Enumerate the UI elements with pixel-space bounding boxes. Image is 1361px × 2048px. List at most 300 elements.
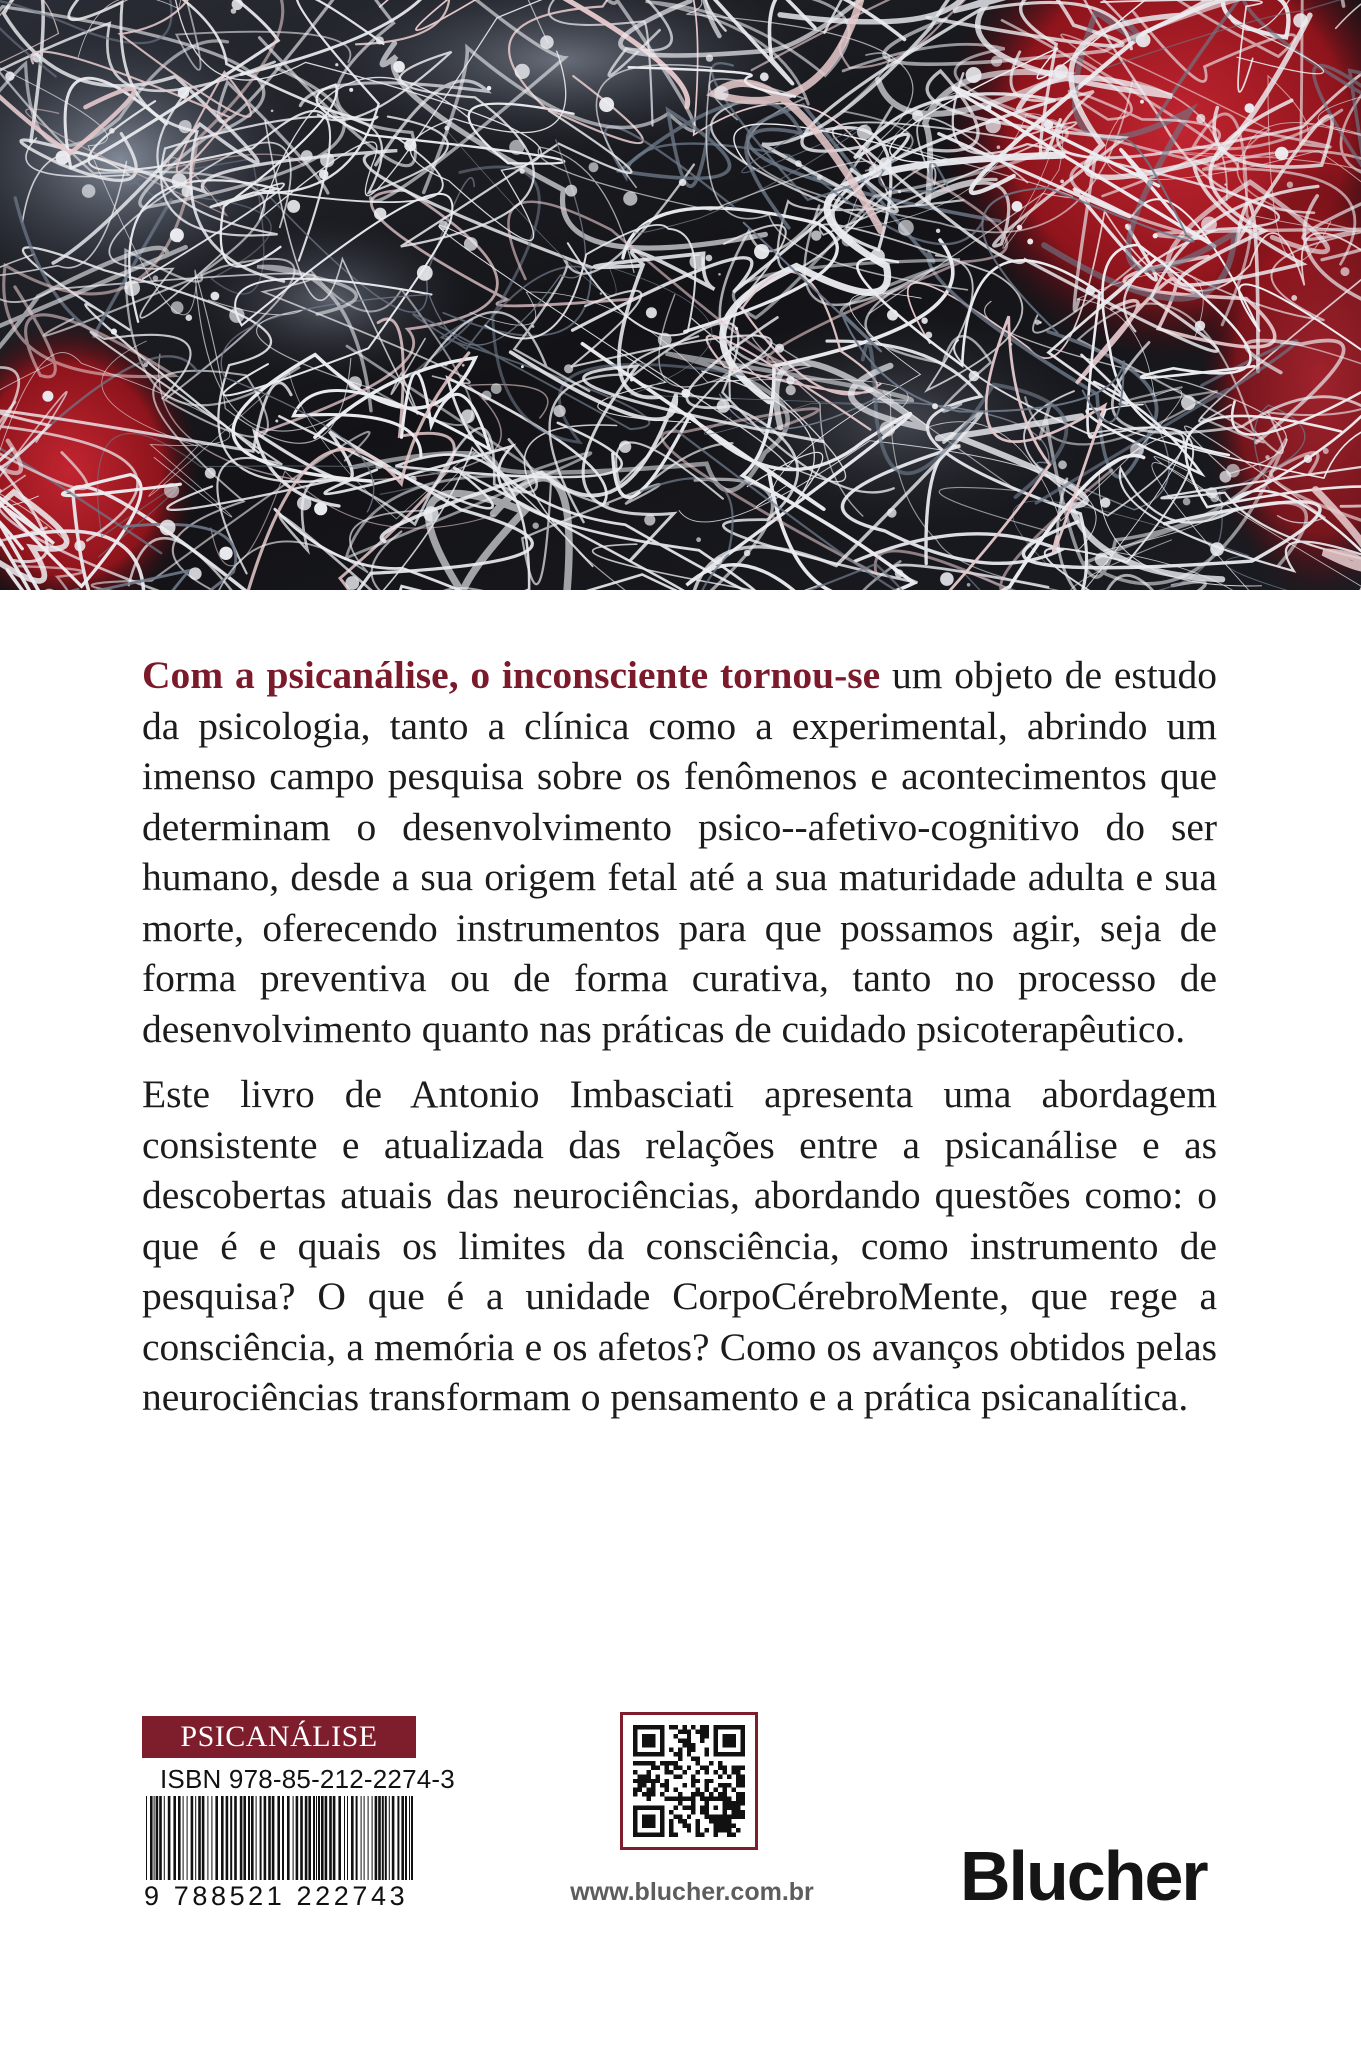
qr-module	[673, 1765, 677, 1769]
qr-module	[732, 1806, 736, 1810]
qr-module	[646, 1761, 650, 1765]
paint-splatter-drop	[564, 364, 573, 373]
paint-splatter-drop	[1039, 321, 1041, 323]
grey-paint-area	[190, 220, 470, 380]
qr-module	[678, 1747, 682, 1751]
paint-splatter-drop	[462, 364, 465, 367]
paint-splatter-drop	[375, 461, 383, 469]
paint-splatter-drop	[1291, 295, 1297, 301]
qr-module	[705, 1734, 709, 1738]
paint-splatter-drop	[599, 97, 614, 112]
paint-splatter-drop	[811, 230, 821, 240]
paint-splatter-drop	[186, 314, 193, 321]
paint-splatter-drop	[376, 37, 384, 45]
paint-splatter-drop	[786, 376, 795, 385]
qr-module	[691, 1801, 695, 1805]
qr-module	[673, 1815, 677, 1819]
paint-splatter-drop	[56, 151, 70, 165]
paint-splatter-drop	[1201, 217, 1217, 233]
qr-module	[696, 1824, 700, 1828]
qr-module	[705, 1770, 709, 1774]
paint-splatter-drop	[817, 174, 823, 180]
qr-module	[718, 1828, 722, 1832]
paint-splatter-drop	[1224, 183, 1226, 185]
qr-code-frame	[620, 1712, 758, 1850]
paint-splatter-drop	[42, 391, 53, 402]
qr-module	[642, 1783, 646, 1787]
qr-module	[700, 1792, 704, 1796]
qr-module	[682, 1743, 686, 1747]
qr-module	[642, 1761, 646, 1765]
qr-module	[696, 1729, 700, 1733]
paint-splatter-drop	[533, 523, 539, 529]
qr-module	[736, 1828, 740, 1832]
qr-module	[727, 1833, 731, 1837]
qr-module	[673, 1806, 677, 1810]
qr-module	[727, 1774, 731, 1778]
paint-splatter-drop	[464, 237, 478, 251]
qr-module	[646, 1779, 650, 1783]
paint-splatter-drop	[912, 110, 923, 121]
paint-splatter-drop	[1035, 320, 1040, 325]
qr-module	[669, 1770, 673, 1774]
paint-splatter-drop	[444, 363, 448, 367]
qr-module	[700, 1810, 704, 1814]
qr-module	[723, 1788, 727, 1792]
paint-splatter-drop	[706, 54, 713, 61]
paint-splatter-drop	[297, 496, 311, 510]
qr-module	[723, 1824, 727, 1828]
category-label: PSICANÁLISE	[142, 1716, 416, 1758]
qr-module	[709, 1819, 713, 1823]
paint-splatter-drop	[521, 365, 524, 368]
qr-module	[673, 1797, 677, 1801]
qr-module	[682, 1806, 686, 1810]
paint-splatter-drop	[554, 405, 566, 417]
paint-splatter-drop	[170, 228, 184, 242]
qr-module	[714, 1770, 718, 1774]
qr-module	[727, 1819, 731, 1823]
paint-splatter-drop	[1140, 100, 1144, 104]
qr-module	[673, 1752, 677, 1756]
qr-module	[660, 1761, 664, 1765]
qr-module	[687, 1765, 691, 1769]
qr-module	[727, 1828, 731, 1832]
paint-splatter-drop	[178, 87, 189, 98]
qr-module	[718, 1783, 722, 1787]
paint-splatter-drop	[744, 550, 751, 557]
qr-module	[736, 1774, 740, 1778]
paint-splatter-drop	[644, 514, 655, 525]
qr-module	[732, 1833, 736, 1837]
qr-module	[669, 1819, 673, 1823]
paint-splatter-drop	[211, 292, 220, 301]
paint-splatter-drop	[1136, 33, 1151, 48]
paint-splatter-drop	[423, 506, 438, 521]
qr-module	[633, 1770, 637, 1774]
qr-module	[687, 1828, 691, 1832]
qr-module	[696, 1819, 700, 1823]
qr-module	[705, 1765, 709, 1769]
qr-module	[714, 1833, 718, 1837]
book-description	[142, 650, 1217, 1423]
publisher-website: www.blucher.com.br	[570, 1878, 814, 1906]
paint-splatter-drop	[565, 185, 577, 197]
paint-splatter-drop	[646, 307, 657, 318]
qr-module	[736, 1765, 740, 1769]
qr-module	[646, 1797, 650, 1801]
paint-splatter-drop	[600, 292, 602, 294]
description-lead: Com a psicanálise, o inconsciente tornou-se	[142, 653, 881, 697]
qr-module	[714, 1806, 718, 1810]
paint-splatter-drop	[393, 61, 405, 73]
paint-splatter-drop	[314, 502, 327, 515]
qr-module	[696, 1779, 700, 1783]
paint-splatter-drop	[1010, 343, 1013, 346]
paint-splatter-drop	[349, 88, 353, 92]
paint-splatter-drop	[936, 229, 940, 233]
qr-module	[696, 1761, 700, 1765]
paint-splatter-drop	[1183, 498, 1191, 506]
paint-splatter-drop	[5, 71, 14, 80]
qr-module	[732, 1815, 736, 1819]
paint-splatter-drop	[921, 318, 927, 324]
qr-module	[682, 1738, 686, 1742]
qr-module	[696, 1833, 700, 1837]
qr-module	[651, 1765, 655, 1769]
qr-module	[678, 1729, 682, 1733]
qr-module	[741, 1792, 745, 1796]
qr-code-icon	[633, 1725, 745, 1837]
qr-module	[696, 1828, 700, 1832]
paint-splatter-drop	[619, 441, 631, 453]
qr-module	[718, 1765, 722, 1769]
paint-splatter-drop	[1293, 13, 1308, 28]
paint-splatter-drop	[715, 557, 722, 564]
paint-splatter-drop	[760, 72, 769, 81]
qr-module	[691, 1756, 695, 1760]
description-paragraph-1-text: um objeto de estudo da psicologia, tanto a clínica como a experimental, abrindo um imenso campo pesquisa sobre os fenômenos e acontecimentos que determinam o desenvolvimento psico--afetivo-cognitivo do ser humano, desde a sua origem fetal até a sua maturidade adulta e sua morte, oferecendo instrumentos para que possamos agir, seja de forma preventiva ou de forma curativa, tanto no processo de desenvolvimento quanto nas práticas de cuidado psicoterapêutico.	[142, 653, 1217, 1051]
paint-splatter-drop	[1304, 455, 1312, 463]
paint-splatter-drop	[32, 54, 41, 63]
qr-module	[633, 1761, 637, 1765]
paint-splatter-drop	[323, 475, 326, 478]
qr-module	[705, 1725, 709, 1729]
qr-module	[705, 1747, 709, 1751]
qr-module	[687, 1797, 691, 1801]
paint-splatter-drop	[887, 508, 897, 518]
description-paragraph-2: Este livro de Antonio Imbasciati apresenta uma abordagem consistente e atualizada das relações entre a psicanálise e as descobertas atuais das neurociências, abordando questões como: o que é e quais os limites da consciência, como instrumento de pesquisa? O que é a unidade CorpoCérebroMente, que rege a consciência, a memória e os afetos? Como os avanços obtidos pelas neurociências transformam o pensamento e a prática psicanalítica.	[142, 1072, 1217, 1419]
paint-splatter-drop	[696, 537, 701, 542]
paint-splatter-drop	[1153, 233, 1158, 238]
qr-module	[678, 1756, 682, 1760]
qr-module	[646, 1774, 650, 1778]
qr-module	[655, 1765, 659, 1769]
qr-module	[642, 1815, 655, 1828]
qr-module	[642, 1774, 646, 1778]
qr-module	[682, 1770, 686, 1774]
paint-splatter-drop	[160, 520, 176, 536]
paint-splatter-drop	[1017, 225, 1023, 231]
qr-module	[682, 1729, 686, 1733]
qr-module	[673, 1788, 677, 1792]
qr-module	[736, 1779, 740, 1783]
paint-splatter-drop	[1058, 460, 1067, 469]
qr-module	[646, 1792, 650, 1796]
qr-module	[687, 1747, 691, 1751]
paint-splatter-drop	[775, 344, 784, 353]
paint-splatter-drop	[589, 162, 599, 172]
qr-module	[646, 1788, 650, 1792]
paint-splatter-drop	[870, 249, 885, 264]
qr-module	[678, 1801, 682, 1805]
qr-module	[646, 1770, 650, 1774]
paint-splatter-drop	[1054, 64, 1068, 78]
qr-module	[727, 1783, 731, 1787]
paint-splatter-drop	[1195, 321, 1205, 331]
paint-splatter-drop	[275, 420, 278, 423]
paint-splatter-drop	[997, 145, 1001, 149]
qr-module	[723, 1770, 727, 1774]
paint-splatter-drop	[1100, 498, 1110, 508]
paint-splatter-drop	[1323, 448, 1329, 454]
qr-module	[664, 1761, 668, 1765]
paint-splatter-drop	[153, 275, 159, 281]
paint-splatter-drop	[658, 333, 672, 347]
qr-module	[687, 1824, 691, 1828]
qr-module	[718, 1761, 722, 1765]
paint-splatter-drop	[1060, 180, 1064, 184]
qr-module	[691, 1779, 695, 1783]
qr-module	[691, 1792, 695, 1796]
qr-module	[673, 1761, 677, 1765]
qr-module	[732, 1824, 736, 1828]
qr-module	[714, 1819, 718, 1823]
paint-splatter-drop	[532, 325, 535, 328]
qr-module	[687, 1743, 691, 1747]
qr-module	[727, 1806, 731, 1810]
qr-module	[723, 1819, 727, 1823]
paint-splatter-drop	[229, 308, 244, 323]
paint-splatter-drop	[348, 376, 362, 390]
paint-splatter-drop	[520, 169, 525, 174]
paint-splatter-drop	[1012, 201, 1023, 212]
qr-module	[741, 1779, 745, 1783]
qr-module	[637, 1779, 641, 1783]
paint-splatter-drop	[164, 483, 179, 498]
qr-module	[718, 1819, 722, 1823]
qr-module	[660, 1783, 664, 1787]
qr-module	[673, 1734, 677, 1738]
description-paragraph-1	[142, 650, 1217, 1054]
qr-module	[678, 1765, 682, 1769]
paint-splatter-drop	[461, 409, 475, 423]
paint-splatter-drop	[690, 254, 705, 269]
qr-module	[691, 1725, 695, 1729]
qr-module	[682, 1824, 686, 1828]
paint-splatter-drop	[491, 383, 502, 394]
qr-module	[687, 1729, 691, 1733]
paint-splatter-drop	[410, 476, 417, 483]
paint-splatter-drop	[74, 540, 85, 551]
qr-module	[709, 1779, 713, 1783]
paint-splatter-drop	[179, 120, 192, 133]
qr-module	[700, 1765, 704, 1769]
paint-splatter-drop	[205, 468, 216, 479]
paint-splatter-drop	[1181, 396, 1196, 411]
paint-splatter-drop	[82, 184, 96, 198]
qr-module	[678, 1819, 682, 1823]
qr-module	[664, 1770, 668, 1774]
qr-module	[687, 1815, 691, 1819]
qr-module	[709, 1761, 713, 1765]
paint-splatter-drop	[509, 140, 524, 155]
publisher-logo: Blucher	[960, 1837, 1207, 1915]
qr-module	[700, 1738, 704, 1742]
qr-module	[664, 1788, 668, 1792]
paint-splatter-drop	[482, 391, 492, 401]
qr-module	[687, 1734, 691, 1738]
qr-module	[678, 1752, 682, 1756]
paint-splatter-drop	[515, 64, 530, 79]
qr-module	[723, 1828, 727, 1832]
qr-module	[687, 1806, 691, 1810]
qr-module	[700, 1729, 704, 1733]
paint-splatter-drop	[795, 160, 802, 167]
paint-splatter-drop	[182, 186, 193, 197]
qr-module	[736, 1770, 740, 1774]
qr-module	[655, 1779, 659, 1783]
qr-module	[727, 1815, 731, 1819]
qr-module	[664, 1783, 668, 1787]
paint-splatter-drop	[1125, 224, 1132, 231]
qr-module	[682, 1797, 686, 1801]
qr-module	[741, 1797, 745, 1801]
paint-splatter-drop	[439, 221, 449, 231]
qr-module	[727, 1824, 731, 1828]
barcode-digits: 9 788521 222743	[142, 1880, 422, 1912]
qr-module	[669, 1725, 673, 1729]
paint-splatter-drop	[171, 301, 184, 314]
qr-module	[678, 1797, 682, 1801]
qr-module	[682, 1819, 686, 1823]
qr-module	[651, 1788, 655, 1792]
qr-module	[651, 1761, 655, 1765]
isbn-label: ISBN 978-85-212-2274-3	[160, 1764, 455, 1794]
qr-module	[669, 1833, 673, 1837]
paint-splatter-drop	[1210, 542, 1224, 556]
qr-module	[741, 1774, 745, 1778]
qr-module	[736, 1806, 740, 1810]
qr-module	[691, 1783, 695, 1787]
qr-module	[732, 1770, 736, 1774]
qr-module	[727, 1797, 731, 1801]
paint-splatter-drop	[898, 220, 914, 236]
qr-module	[741, 1765, 745, 1769]
paint-splatter-drop	[932, 403, 938, 409]
qr-module	[741, 1815, 745, 1819]
qr-module	[700, 1734, 704, 1738]
qr-module	[705, 1729, 709, 1733]
paint-splatter-drop	[991, 56, 1002, 67]
paint-splatter-drop	[986, 118, 1001, 133]
paint-splatter-drop	[1265, 455, 1269, 459]
qr-module	[696, 1770, 700, 1774]
qr-module	[741, 1810, 745, 1814]
qr-module	[705, 1752, 709, 1756]
paint-splatter-drop	[444, 126, 449, 131]
qr-module	[682, 1783, 686, 1787]
qr-module	[700, 1725, 704, 1729]
qr-module	[736, 1783, 740, 1787]
paint-splatter-drop	[374, 208, 386, 220]
qr-module	[723, 1765, 727, 1769]
paint-splatter-drop	[887, 309, 898, 320]
paint-splatter-drop	[630, 378, 633, 381]
qr-module	[696, 1788, 700, 1792]
qr-module	[736, 1801, 740, 1805]
paint-splatter-drop	[925, 332, 932, 339]
qr-module	[700, 1797, 704, 1801]
qr-module	[651, 1792, 655, 1796]
paint-splatter-drop	[1086, 286, 1096, 296]
qr-module	[669, 1828, 673, 1832]
qr-module	[633, 1779, 637, 1783]
qr-module	[691, 1810, 695, 1814]
qr-module	[637, 1783, 641, 1787]
paint-splatter-drop	[540, 35, 554, 49]
qr-module	[691, 1774, 695, 1778]
paint-splatter-drop	[786, 385, 796, 395]
qr-module	[673, 1774, 677, 1778]
qr-module	[678, 1792, 682, 1796]
qr-module	[736, 1792, 740, 1796]
paint-splatter-drop	[1245, 103, 1255, 113]
paint-splatter-drop	[271, 110, 274, 113]
qr-module	[637, 1788, 641, 1792]
qr-module	[718, 1774, 722, 1778]
qr-module	[660, 1792, 664, 1796]
paint-splatter-drop	[320, 153, 334, 167]
paint-splatter-drop	[735, 327, 738, 330]
qr-module	[642, 1734, 655, 1747]
paint-splatter-drop	[706, 255, 713, 262]
paint-splatter-drop	[335, 63, 338, 66]
qr-module	[678, 1738, 682, 1742]
paint-splatter-drop	[898, 190, 901, 193]
qr-module	[637, 1761, 641, 1765]
paint-splatter-drop	[1341, 267, 1350, 276]
paint-splatter-drop	[109, 128, 115, 134]
qr-module	[736, 1815, 740, 1819]
qr-module	[669, 1810, 673, 1814]
paint-splatter-drop	[895, 569, 904, 578]
paint-splatter-drop	[287, 200, 300, 213]
qr-module	[651, 1783, 655, 1787]
paint-splatter-drop	[219, 547, 232, 560]
qr-module	[736, 1797, 740, 1801]
paint-splatter-drop	[143, 362, 148, 367]
paint-splatter-drop	[879, 157, 891, 169]
qr-module	[714, 1828, 718, 1832]
paint-splatter-drop	[880, 421, 895, 436]
paint-splatter-drop	[319, 170, 329, 180]
qr-module	[718, 1792, 722, 1796]
paint-splatter-drop	[1206, 487, 1217, 498]
qr-module	[736, 1810, 740, 1814]
paint-splatter-drop	[754, 244, 769, 259]
qr-module	[732, 1765, 736, 1769]
